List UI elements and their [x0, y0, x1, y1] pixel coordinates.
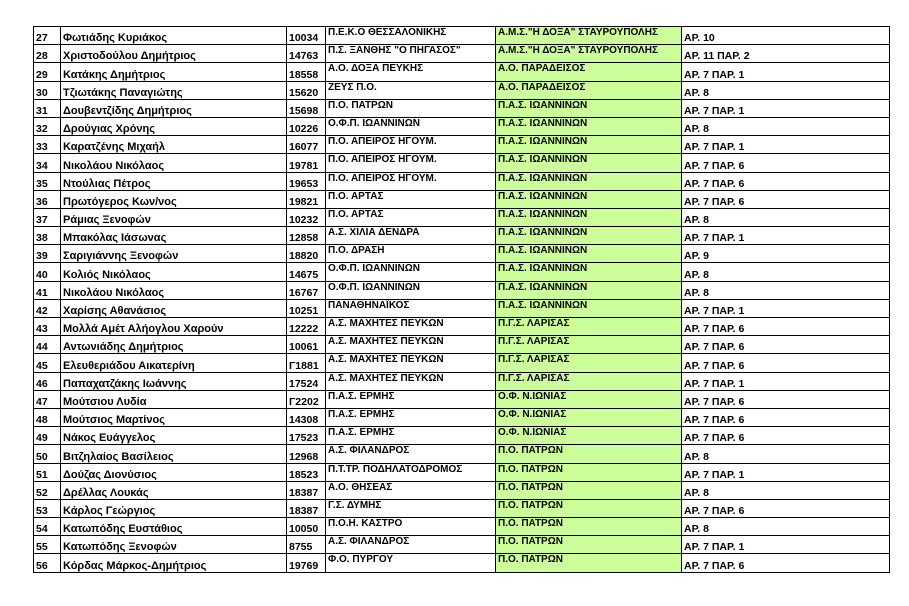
row-number: 40 — [34, 263, 61, 281]
row-number: 48 — [34, 408, 61, 426]
athlete-name: Ελευθεριάδου Αικατερίνη — [61, 354, 287, 372]
table-row — [34, 518, 890, 536]
origin-club: Π.Τ.ΤΡ. ΠΟΔΗΛΑΤΟΔΡΟΜΟΣ — [326, 463, 496, 481]
destination-club: Α.Μ.Σ."Η ΔΟΞΑ" ΣΤΑΥΡΟΥΠΟΛΗΣ — [496, 27, 682, 45]
registration-code: 10232 — [287, 208, 326, 226]
destination-club: Α.Ο. ΠΑΡΑΔΕΙΣΟΣ — [496, 63, 682, 81]
destination-club: Α.Μ.Σ."Η ΔΟΞΑ" ΣΤΑΥΡΟΥΠΟΛΗΣ — [496, 45, 682, 63]
registration-code: 12858 — [287, 227, 326, 245]
athlete-name: Κατάκης Δημήτριος — [61, 63, 287, 81]
article-reference: ΑΡ. 8 — [682, 117, 890, 135]
athlete-name: Νάκος Ευάγγελος — [61, 427, 287, 445]
table-row — [34, 499, 890, 517]
article-reference: ΑΡ. 7 ΠΑΡ. 6 — [682, 554, 890, 572]
origin-club: Ο.Φ.Π. ΙΩΑΝΝΙΝΩΝ — [326, 117, 496, 135]
athlete-name: Πρωτόγερος Κων/νος — [61, 190, 287, 208]
article-reference: ΑΡ. 7 ΠΑΡ. 1 — [682, 463, 890, 481]
table-row — [34, 154, 890, 172]
article-reference: ΑΡ. 7 ΠΑΡ. 6 — [682, 427, 890, 445]
registration-code: 16767 — [287, 281, 326, 299]
registration-code: 18387 — [287, 481, 326, 499]
athlete-name: Βιτζηλαίος Βασίλειος — [61, 445, 287, 463]
transfer-list-sheet — [33, 26, 889, 573]
registration-code: 19821 — [287, 190, 326, 208]
table-row — [34, 227, 890, 245]
article-reference: ΑΡ. 8 — [682, 81, 890, 99]
athlete-name: Κατωπόδης Ευστάθιος — [61, 518, 287, 536]
athlete-name: Χαρίσης Αθανάσιος — [61, 299, 287, 317]
athlete-name: Δρούγιας Χρόνης — [61, 117, 287, 135]
row-number: 39 — [34, 245, 61, 263]
article-reference: ΑΡ. 7 ΠΑΡ. 1 — [682, 227, 890, 245]
athlete-name: Χριστοδούλου Δημήτριος — [61, 45, 287, 63]
row-number: 50 — [34, 445, 61, 463]
article-reference: ΑΡ. 9 — [682, 245, 890, 263]
article-reference: ΑΡ. 7 ΠΑΡ. 1 — [682, 536, 890, 554]
row-number: 43 — [34, 318, 61, 336]
table-row — [34, 372, 890, 390]
table-row — [34, 463, 890, 481]
athlete-name: Κολιός Νικόλαος — [61, 263, 287, 281]
destination-club: Π.Α.Σ. ΙΩΑΝΝΙΝΩΝ — [496, 299, 682, 317]
row-number: 49 — [34, 427, 61, 445]
athlete-name: Καρατζένης Μιχαήλ — [61, 136, 287, 154]
table-row — [34, 536, 890, 554]
row-number: 52 — [34, 481, 61, 499]
destination-club: Π.Α.Σ. ΙΩΑΝΝΙΝΩΝ — [496, 245, 682, 263]
destination-club: Π.Α.Σ. ΙΩΑΝΝΙΝΩΝ — [496, 281, 682, 299]
table-row — [34, 190, 890, 208]
registration-code: 10251 — [287, 299, 326, 317]
row-number: 32 — [34, 117, 61, 135]
origin-club: Π.Ε.Κ.Ο ΘΕΣΣΑΛΟΝΙΚΗΣ — [326, 27, 496, 45]
destination-club: Π.Ο. ΠΑΤΡΩΝ — [496, 518, 682, 536]
table-row — [34, 318, 890, 336]
row-number: 41 — [34, 281, 61, 299]
row-number: 42 — [34, 299, 61, 317]
transfer-list-table — [33, 26, 890, 573]
article-reference: ΑΡ. 7 ΠΑΡ. 6 — [682, 172, 890, 190]
athlete-name: Μολλά Αμέτ Αλήογλου Χαρούν — [61, 318, 287, 336]
table-row — [34, 427, 890, 445]
origin-club: Π.Σ. ΞΑΝΘΗΣ "Ο ΠΗΓΑΣΟΣ" — [326, 45, 496, 63]
destination-club: Π.Γ.Σ. ΛΑΡΙΣΑΣ — [496, 336, 682, 354]
row-number: 45 — [34, 354, 61, 372]
table-row — [34, 99, 890, 117]
table-row — [34, 281, 890, 299]
registration-code: 8755 — [287, 536, 326, 554]
registration-code: 10061 — [287, 336, 326, 354]
athlete-name: Μούτσιος Μαρτίνος — [61, 408, 287, 426]
athlete-name: Νικολάου Νικόλαος — [61, 281, 287, 299]
destination-club: Π.Ο. ΠΑΤΡΩΝ — [496, 463, 682, 481]
table-row — [34, 136, 890, 154]
origin-club: Α.Σ. ΜΑΧΗΤΕΣ ΠΕΥΚΩΝ — [326, 354, 496, 372]
origin-club: Π.Α.Σ. ΕΡΜΗΣ — [326, 390, 496, 408]
table-row — [34, 336, 890, 354]
destination-club: Π.Γ.Σ. ΛΑΡΙΣΑΣ — [496, 354, 682, 372]
article-reference: ΑΡ. 8 — [682, 445, 890, 463]
article-reference: ΑΡ. 7 ΠΑΡ. 1 — [682, 99, 890, 117]
row-number: 44 — [34, 336, 61, 354]
registration-code: 14763 — [287, 45, 326, 63]
registration-code: 16077 — [287, 136, 326, 154]
origin-club: Α.Σ. ΜΑΧΗΤΕΣ ΠΕΥΚΩΝ — [326, 336, 496, 354]
article-reference: ΑΡ. 7 ΠΑΡ. 6 — [682, 390, 890, 408]
row-number: 28 — [34, 45, 61, 63]
article-reference: ΑΡ. 7 ΠΑΡ. 6 — [682, 499, 890, 517]
row-number: 37 — [34, 208, 61, 226]
origin-club: Α.Σ. ΜΑΧΗΤΕΣ ΠΕΥΚΩΝ — [326, 318, 496, 336]
destination-club: Π.Α.Σ. ΙΩΑΝΝΙΝΩΝ — [496, 136, 682, 154]
table-body — [34, 27, 890, 573]
table-row — [34, 172, 890, 190]
article-reference: ΑΡ. 7 ΠΑΡ. 6 — [682, 408, 890, 426]
athlete-name: Ντούλιας Πέτρος — [61, 172, 287, 190]
registration-code: 10226 — [287, 117, 326, 135]
table-row — [34, 45, 890, 63]
destination-club: Α.Ο. ΠΑΡΑΔΕΙΣΟΣ — [496, 81, 682, 99]
athlete-name: Σαριγιάννης Ξενοφών — [61, 245, 287, 263]
origin-club: Ο.Φ.Π. ΙΩΑΝΝΙΝΩΝ — [326, 281, 496, 299]
origin-club: Π.Ο. ΑΠΕΙΡΟΣ ΗΓΟΥΜ. — [326, 172, 496, 190]
destination-club: Π.Α.Σ. ΙΩΑΝΝΙΝΩΝ — [496, 154, 682, 172]
origin-club: Π.Ο. ΑΠΕΙΡΟΣ ΗΓΟΥΜ. — [326, 154, 496, 172]
registration-code: Γ2202 — [287, 390, 326, 408]
origin-club: Α.Σ. ΜΑΧΗΤΕΣ ΠΕΥΚΩΝ — [326, 372, 496, 390]
row-number: 29 — [34, 63, 61, 81]
table-row — [34, 63, 890, 81]
registration-code: Γ1881 — [287, 354, 326, 372]
article-reference: ΑΡ. 10 — [682, 27, 890, 45]
destination-club: Π.Α.Σ. ΙΩΑΝΝΙΝΩΝ — [496, 263, 682, 281]
article-reference: ΑΡ. 8 — [682, 263, 890, 281]
row-number: 53 — [34, 499, 61, 517]
registration-code: 12968 — [287, 445, 326, 463]
article-reference: ΑΡ. 8 — [682, 281, 890, 299]
destination-club: Π.Α.Σ. ΙΩΑΝΝΙΝΩΝ — [496, 117, 682, 135]
article-reference: ΑΡ. 7 ΠΑΡ. 6 — [682, 318, 890, 336]
row-number: 55 — [34, 536, 61, 554]
row-number: 54 — [34, 518, 61, 536]
origin-club: Φ.Ο. ΠΥΡΓΟΥ — [326, 554, 496, 572]
table-row — [34, 208, 890, 226]
destination-club: Π.Ο. ΠΑΤΡΩΝ — [496, 445, 682, 463]
destination-club: Π.Γ.Σ. ΛΑΡΙΣΑΣ — [496, 318, 682, 336]
origin-club: Ο.Φ.Π. ΙΩΑΝΝΙΝΩΝ — [326, 263, 496, 281]
origin-club: Π.Ο. ΑΡΤΑΣ — [326, 190, 496, 208]
athlete-name: Δρέλλας Λουκάς — [61, 481, 287, 499]
destination-club: Ο.Φ. Ν.ΙΩΝΙΑΣ — [496, 390, 682, 408]
origin-club: Α.Σ. ΧΙΛΙΑ ΔΕΝΔΡΑ — [326, 227, 496, 245]
athlete-name: Μούτσιου Λυδία — [61, 390, 287, 408]
destination-club: Π.Α.Σ. ΙΩΑΝΝΙΝΩΝ — [496, 227, 682, 245]
row-number: 56 — [34, 554, 61, 572]
athlete-name: Κόρδας Μάρκος-Δημήτριος — [61, 554, 287, 572]
registration-code: 12222 — [287, 318, 326, 336]
registration-code: 18387 — [287, 499, 326, 517]
destination-club: Π.Γ.Σ. ΛΑΡΙΣΑΣ — [496, 372, 682, 390]
destination-club: Π.Α.Σ. ΙΩΑΝΝΙΝΩΝ — [496, 99, 682, 117]
article-reference: ΑΡ. 7 ΠΑΡ. 6 — [682, 154, 890, 172]
origin-club: Π.Α.Σ. ΕΡΜΗΣ — [326, 427, 496, 445]
article-reference: ΑΡ. 7 ΠΑΡ. 1 — [682, 63, 890, 81]
origin-club: Π.Ο. ΑΡΤΑΣ — [326, 208, 496, 226]
table-row — [34, 299, 890, 317]
article-reference: ΑΡ. 8 — [682, 481, 890, 499]
destination-club: Π.Ο. ΠΑΤΡΩΝ — [496, 554, 682, 572]
destination-club: Π.Ο. ΠΑΤΡΩΝ — [496, 499, 682, 517]
table-row — [34, 81, 890, 99]
athlete-name: Τζιωτάκης Παναγιώτης — [61, 81, 287, 99]
registration-code: 17523 — [287, 427, 326, 445]
registration-code: 15620 — [287, 81, 326, 99]
registration-code: 14675 — [287, 263, 326, 281]
registration-code: 14308 — [287, 408, 326, 426]
destination-club: Π.Α.Σ. ΙΩΑΝΝΙΝΩΝ — [496, 190, 682, 208]
origin-club: Π.Ο.Η. ΚΑΣΤΡΟ — [326, 518, 496, 536]
table-row — [34, 27, 890, 45]
table-row — [34, 117, 890, 135]
destination-club: Ο.Φ. Ν.ΙΩΝΙΑΣ — [496, 427, 682, 445]
table-row — [34, 263, 890, 281]
row-number: 47 — [34, 390, 61, 408]
origin-club: Π.Ο. ΠΑΤΡΩΝ — [326, 99, 496, 117]
destination-club: Ο.Φ. Ν.ΙΩΝΙΑΣ — [496, 408, 682, 426]
athlete-name: Δούζας Διονύσιος — [61, 463, 287, 481]
athlete-name: Ράμιας Ξενοφών — [61, 208, 287, 226]
registration-code: 19653 — [287, 172, 326, 190]
origin-club: Α.Σ. ΦΙΛΑΝΔΡΟΣ — [326, 536, 496, 554]
origin-club: Α.Ο. ΔΟΞΑ ΠΕΥΚΗΣ — [326, 63, 496, 81]
destination-club: Π.Α.Σ. ΙΩΑΝΝΙΝΩΝ — [496, 172, 682, 190]
registration-code: 19781 — [287, 154, 326, 172]
registration-code: 18820 — [287, 245, 326, 263]
row-number: 34 — [34, 154, 61, 172]
registration-code: 19769 — [287, 554, 326, 572]
table-row — [34, 554, 890, 572]
table-row — [34, 390, 890, 408]
athlete-name: Φωτιάδης Κυριάκος — [61, 27, 287, 45]
athlete-name: Δουβεντζίδης Δημήτριος — [61, 99, 287, 117]
article-reference: ΑΡ. 8 — [682, 518, 890, 536]
origin-club: ΠΑΝΑΘΗΝΑΪΚΟΣ — [326, 299, 496, 317]
athlete-name: Νικολάου Νικόλαος — [61, 154, 287, 172]
row-number: 31 — [34, 99, 61, 117]
row-number: 35 — [34, 172, 61, 190]
destination-club: Π.Α.Σ. ΙΩΑΝΝΙΝΩΝ — [496, 208, 682, 226]
row-number: 46 — [34, 372, 61, 390]
origin-club: ΖΕΥΣ Π.Ο. — [326, 81, 496, 99]
table-row — [34, 445, 890, 463]
row-number: 36 — [34, 190, 61, 208]
article-reference: ΑΡ. 7 ΠΑΡ. 6 — [682, 354, 890, 372]
origin-club: Γ.Σ. ΔΥΜΗΣ — [326, 499, 496, 517]
origin-club: Α.Σ. ΦΙΛΑΝΔΡΟΣ — [326, 445, 496, 463]
article-reference: ΑΡ. 11 ΠΑΡ. 2 — [682, 45, 890, 63]
row-number: 51 — [34, 463, 61, 481]
athlete-name: Αντωνιάδης Δημήτριος — [61, 336, 287, 354]
registration-code: 18523 — [287, 463, 326, 481]
origin-club: Α.Ο. ΘΗΣΕΑΣ — [326, 481, 496, 499]
article-reference: ΑΡ. 8 — [682, 208, 890, 226]
article-reference: ΑΡ. 7 ΠΑΡ. 1 — [682, 372, 890, 390]
row-number: 33 — [34, 136, 61, 154]
registration-code: 10050 — [287, 518, 326, 536]
row-number: 30 — [34, 81, 61, 99]
destination-club: Π.Ο. ΠΑΤΡΩΝ — [496, 536, 682, 554]
destination-club: Π.Ο. ΠΑΤΡΩΝ — [496, 481, 682, 499]
article-reference: ΑΡ. 7 ΠΑΡ. 1 — [682, 136, 890, 154]
table-row — [34, 408, 890, 426]
origin-club: Π.Ο. ΑΠΕΙΡΟΣ ΗΓΟΥΜ. — [326, 136, 496, 154]
article-reference: ΑΡ. 7 ΠΑΡ. 6 — [682, 190, 890, 208]
row-number: 27 — [34, 27, 61, 45]
origin-club: Π.Ο. ΔΡΑΣΗ — [326, 245, 496, 263]
registration-code: 10034 — [287, 27, 326, 45]
article-reference: ΑΡ. 7 ΠΑΡ. 6 — [682, 336, 890, 354]
table-row — [34, 481, 890, 499]
registration-code: 17524 — [287, 372, 326, 390]
table-row — [34, 354, 890, 372]
registration-code: 15698 — [287, 99, 326, 117]
row-number: 38 — [34, 227, 61, 245]
athlete-name: Παπαχατζάκης Ιωάννης — [61, 372, 287, 390]
article-reference: ΑΡ. 7 ΠΑΡ. 1 — [682, 299, 890, 317]
athlete-name: Κατωπόδης Ξενοφών — [61, 536, 287, 554]
table-row — [34, 245, 890, 263]
registration-code: 18558 — [287, 63, 326, 81]
athlete-name: Κάρλος Γεώργιος — [61, 499, 287, 517]
athlete-name: Μπακόλας Ιάσωνας — [61, 227, 287, 245]
origin-club: Π.Α.Σ. ΕΡΜΗΣ — [326, 408, 496, 426]
